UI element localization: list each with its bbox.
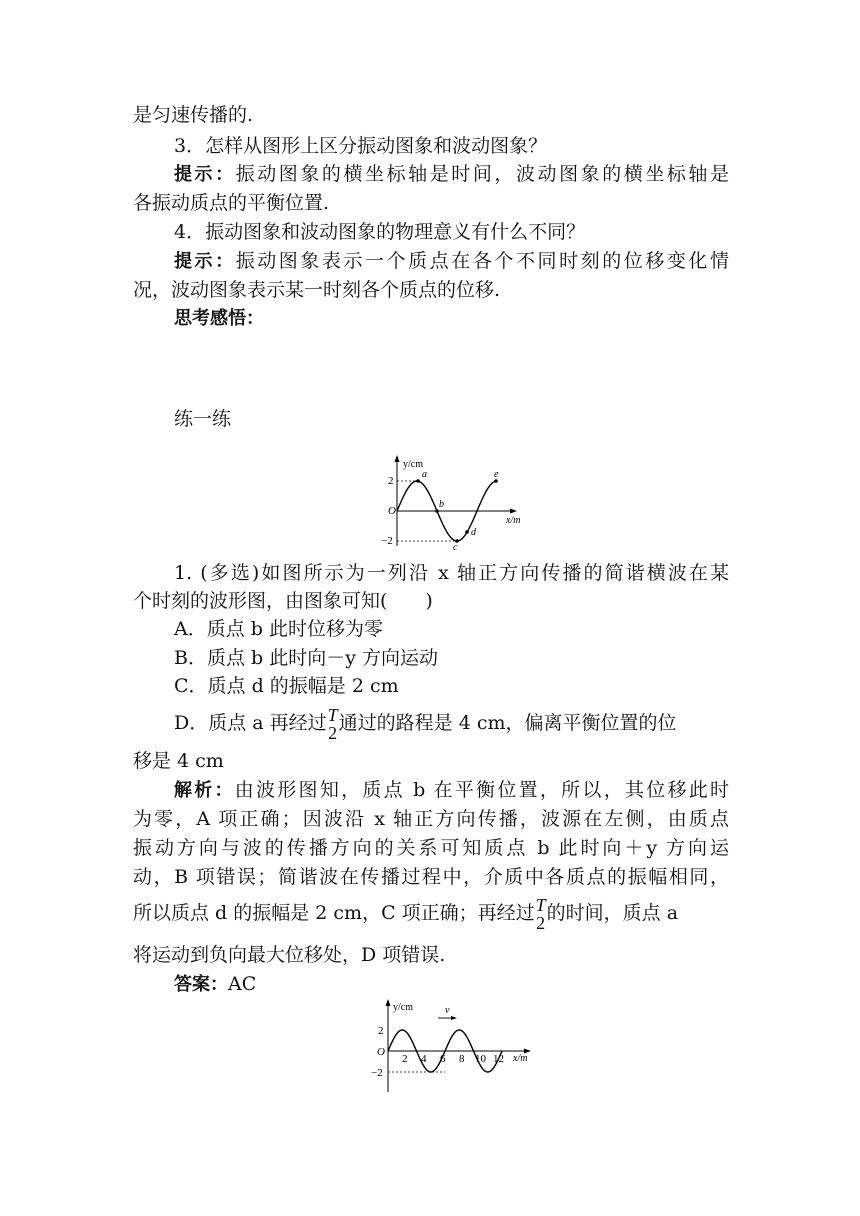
x-axis-label: x/m [506,515,521,526]
option-a: A．质点 b 此时位移为零 [174,618,383,640]
y-axis-label: y/cm [403,459,423,470]
x-tick-label: 6 [440,1053,446,1065]
tip-4-line-2: 况，波动图象表示某一时刻各个质点的位移. [133,279,501,301]
point-label: b [439,499,444,510]
point-label: a [422,469,427,480]
analysis-text: 由波形图知，质点 b 在平衡位置，所以，其位移此时 [234,779,729,801]
analysis-text: 的时间，质点 a [546,902,679,924]
answer-value: AC [228,973,257,995]
option-c: C．质点 d 的振幅是 2 cm [174,675,399,697]
tip-3-line-1 [174,161,729,188]
option-d [174,701,729,745]
y-tick-label: 2 [388,475,394,487]
answer-line [174,971,256,998]
y-tick-label: 2 [378,1025,384,1037]
wave-figure-2 [360,994,540,1096]
practice-heading: 练一练 [174,408,232,430]
point-label: d [471,527,476,538]
tip-4-line-1 [174,248,729,275]
option-b: B．质点 b 此时向－y 方向运动 [174,647,438,669]
y-axis-label: y/cm [393,1002,413,1013]
fraction [536,896,546,932]
x-tick-label: 10 [475,1053,486,1065]
fraction-numerator: T [535,895,546,915]
x-tick-label: 4 [421,1053,427,1065]
question-3: 3．怎样从图形上区分振动图象和波动图象？ [174,135,548,157]
y-axis-arrow [386,999,391,1006]
analysis-line-3: 振动方向与波的传播方向的关系可知质点 b 此时向＋y 方向运 [133,837,729,859]
tip-label: 提示： [174,164,236,185]
wave-figure-1 [350,452,530,552]
tip-3-text: 振动图象的横坐标轴是时间，波动图象的横坐标轴是 [235,163,729,185]
point-label: e [494,469,499,480]
analysis-line-6: 将运动到负向最大位移处，D 项错误. [133,944,446,966]
analysis-text: 所以质点 d 的振幅是 2 cm，C 项正确；再经过 [133,902,535,924]
x-tick-label: 12 [493,1053,504,1065]
x-axis-arrow [510,509,517,514]
analysis-line-4: 动，B 项错误；简谐波在传播过程中，介质中各质点的振幅相同， [133,866,729,888]
y-tick-label: −2 [381,535,393,547]
analysis-line-1 [174,777,729,804]
x-tick-label: 8 [459,1053,465,1065]
option-d-line-2: 移是 4 cm [133,750,224,772]
analysis-line-2: 为零，A 项正确；因波沿 x 轴正方向传播，波源在左侧，由质点 [133,808,729,830]
option-d-text: 通过的路程是 4 cm，偏离平衡位置的位 [338,712,677,734]
fraction-numerator: T [327,705,338,725]
option-d-text: D．质点 a 再经过 [174,712,327,734]
point-d [465,530,469,534]
velocity-arrow-head [451,1016,457,1020]
analysis-label: 解析： [174,780,235,801]
answer-label: 答案： [174,974,228,995]
problem-1-line-2: 个时刻的波形图，由图象可知( ) [133,590,433,612]
fraction [328,706,338,742]
point-label: c [453,542,458,552]
text-line: 是匀速传播的. [133,104,254,126]
x-axis-label: x/m [513,1053,528,1064]
think-heading: 思考感悟： [174,308,264,329]
origin-label: O [388,505,396,517]
tip-label: 提示： [174,251,236,272]
question-4: 4．振动图象和波动图象的物理意义有什么不同？ [174,221,586,243]
origin-label: O [377,1046,385,1058]
x-tick-label: 2 [402,1053,408,1065]
tip-3-line-2: 各振动质点的平衡位置. [133,192,330,214]
analysis-line-5 [133,891,729,935]
problem-1-line-1: 1. (多选)如图所示为一列沿 x 轴正方向传播的简谐横波在某 [174,562,729,584]
y-tick-label: −2 [371,1067,383,1079]
velocity-label: v [445,1005,450,1016]
tip-4-text: 振动图象表示一个质点在各个不同时刻的位移变化情 [235,250,729,272]
fraction-denominator: 2 [328,723,338,743]
point-a [416,479,420,483]
fraction-denominator: 2 [536,913,546,933]
y-axis-arrow [395,455,400,462]
